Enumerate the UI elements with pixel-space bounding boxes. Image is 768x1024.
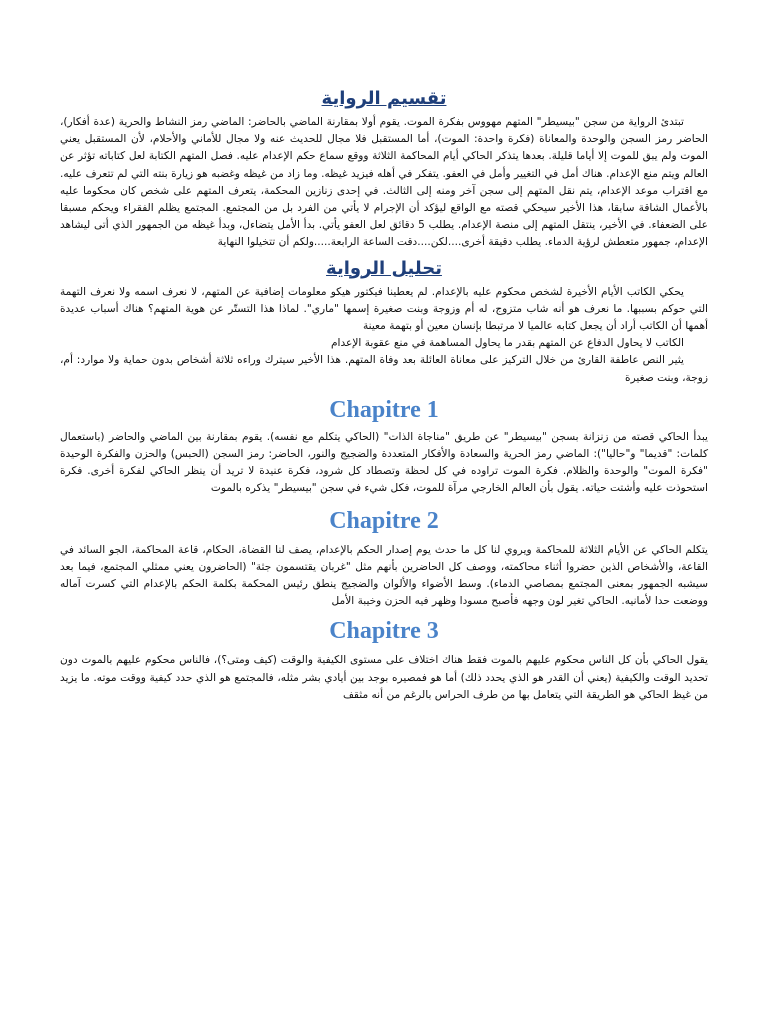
- section-title-plan: تقسيم الرواية: [321, 88, 447, 109]
- chapter-heading-3: Chapitre 3: [329, 618, 439, 645]
- chapter-3-paragraph: يقول الحاكي بأن كل الناس محكوم عليهم بالموت فقط هناك اختلاف على مستوى الكيفية والوقت (كيف ومتى؟)، فالناس محكوم عليهم بالموت دون تحديد الوقت والكيفية (يعني أن القدر هو الذي يحدد ذلك) أما هو فمصيره بوجد بين أيادي بشر مثله، فالمجتمع هو الذي حدد كيفية ووقت موته. ما يزيد من غيظ الحاكي هو الطريقة التي يتعامل بها من طرف الحراس بالرغم من أنه مثقف: [60, 654, 708, 701]
- section-title-analysis: تحليل الرواية: [326, 257, 442, 279]
- analysis-paragraph: يحكي الكاتب الأيام الأخيرة لشخص محكوم عليه بالإعدام. لم يعطينا فيكتور هيكو معلومات إضافية عن المتهم، لا نعرف اسمه ولا نعرف التهمة التي حوكم بسببها. ما نعرف هو أنه شاب متزوج، له أم وزوجة وبنت صغيرة إسمها "ماري". لماذا هذا التستّر عن هوية المتهم؟ هناك أسباب عديدة أهمها أن الكاتب أراد أن يجعل كتابه عالميا لا مرتبطا بإنسان معين أو بتهمة معينة: [60, 285, 708, 333]
- chapter-2-paragraph: يتكلم الحاكي عن الأيام الثلاثة للمحاكمة ويروي لنا كل ما حدث يوم إصدار الحكم بالإعدام، يصف لنا القضاة، الحكام، قاعة المحاكمة، الجو السائد في القاعة، والأشخاص الذين حضروا أثناء محاكمته، ووصف كل الحاضرين بأنهم مثل "غربان يقتسمون جثة" (الحاضرون يعني ممثلي المجتمع، فيما بعد سيشبه الجمهور بمعنى المجتمع بمصاصي الدماء). وسط الأضواء والألوان والضجيج ينطق رئيس المحكمة بكلمة الحكم بالإعدام التي كسرت آماله ووضعت حدا لأمانيه. الحاكي تغير لون وجهه فأصبح مسودا وظهر فيه الحزن وخيبة الأمل: [60, 543, 708, 608]
- analysis-paragraph: يثير النص عاطفة القارئ من خلال التركيز على معاناة العائلة بعد وفاة المتهم. هذا الأخير سيترك وراءه ثلاثة أشخاص بدون حماية ولا موارد: أم، زوجة، وبنت صغيرة: [60, 354, 708, 384]
- chapter-1-paragraph: يبدأ الحاكي قصته من زنزانة بسجن "بيسيطر" عن طريق "مناجاة الذات" (الحاكي يتكلم مع نفسه). يقوم بمقارنة بين الماضي والحاضر (باستعمال كلمات: "قديما" و"حاليا"): الماضي رمز الحرية والسعادة والأفكار المتعددة والضجيج والنور، الحاضر: رمز السجن (الحبس) والحزن والفكرة الوحيدة "فكرة الموت" والوحدة والظلام. فكرة الموت تراوده في كل لحظة وتصطاد كل شرود، فكرة عنيدة لا تريد أن ينظر الحاكي لفكرة أخرى. فكرة استحوذت عليه وأشتت حياته. يقول بأن العالم الخارجي مرآة للموت، فكل شيء في سجن "بيسيطر" يذكره بالموت: [60, 430, 708, 495]
- plan-paragraph: تبتدئ الرواية من سجن "بيسيطر" المتهم مهووس بفكرة الموت. يقوم أولا بمقارنة الماضي بالحاضر: الماضي رمز النشاط والحرية (عدة أفكار)، الحاضر رمز السجن والوحدة والمعاناة (فكرة واحدة: الموت)، أما المستقبل فلا مجال للحديث عنه ولا مجال للأماني والأحلام، لأن المستقبل يعني الموت ولم يبق للموت إلا أياما قليلة. بعدها يتذكر الحاكي أيام المحاكمة الثلاثة ووقع سماع حكم الإعدام عليه. فصل المتهم الكتابة لعل كتاباته تؤثر عن العالم ويتم منع الإعدام. هناك أمل في التغيير وأمل في العفو. يتفكر في أهله فيزيد غيظه. وما زاد من غيظه وغضبه هو زيارة بنته التي لم تتعرف عليه. مع اقتراب موعد الإعدام، يتم نقل المتهم إلى سجن آخر ومنه إلى الثالث. في إحدى زنازين المحكمة، يتعرف المتهم على شخص كان محكوما عليه بالأعمال الشاقة سابقا، هذا الأخير سيحكي قصته مع الواقع ليؤكد أن الإجرام لا يأتي من الفرد بل من المجتمع. المجتمع يظلم الفقراء ويحكم مسبقا على الضعفاء. في الأخير، ينتقل المتهم إلى منصة الإعدام. يطلب 5 دقائق لعل العفو يأتي. بدأ الأمل يتضاءل، وبدأ غيظه من الجمهور الذي أتى ليشاهد الإعدام، جمهور متعطش لرؤية الدماء. يطلب دقيقة أخرى....لكن....دقت الساعة الرابعة.....ولكم أن تتخيلوا النهاية: [60, 116, 708, 249]
- chapter-heading-1: Chapitre 1: [329, 396, 439, 423]
- chapter-heading-2: Chapitre 2: [329, 507, 439, 534]
- analysis-paragraph: الكاتب لا يحاول الدفاع عن المتهم بقدر ما يحاول المساهمة في منع عقوبة الإعدام: [330, 337, 684, 350]
